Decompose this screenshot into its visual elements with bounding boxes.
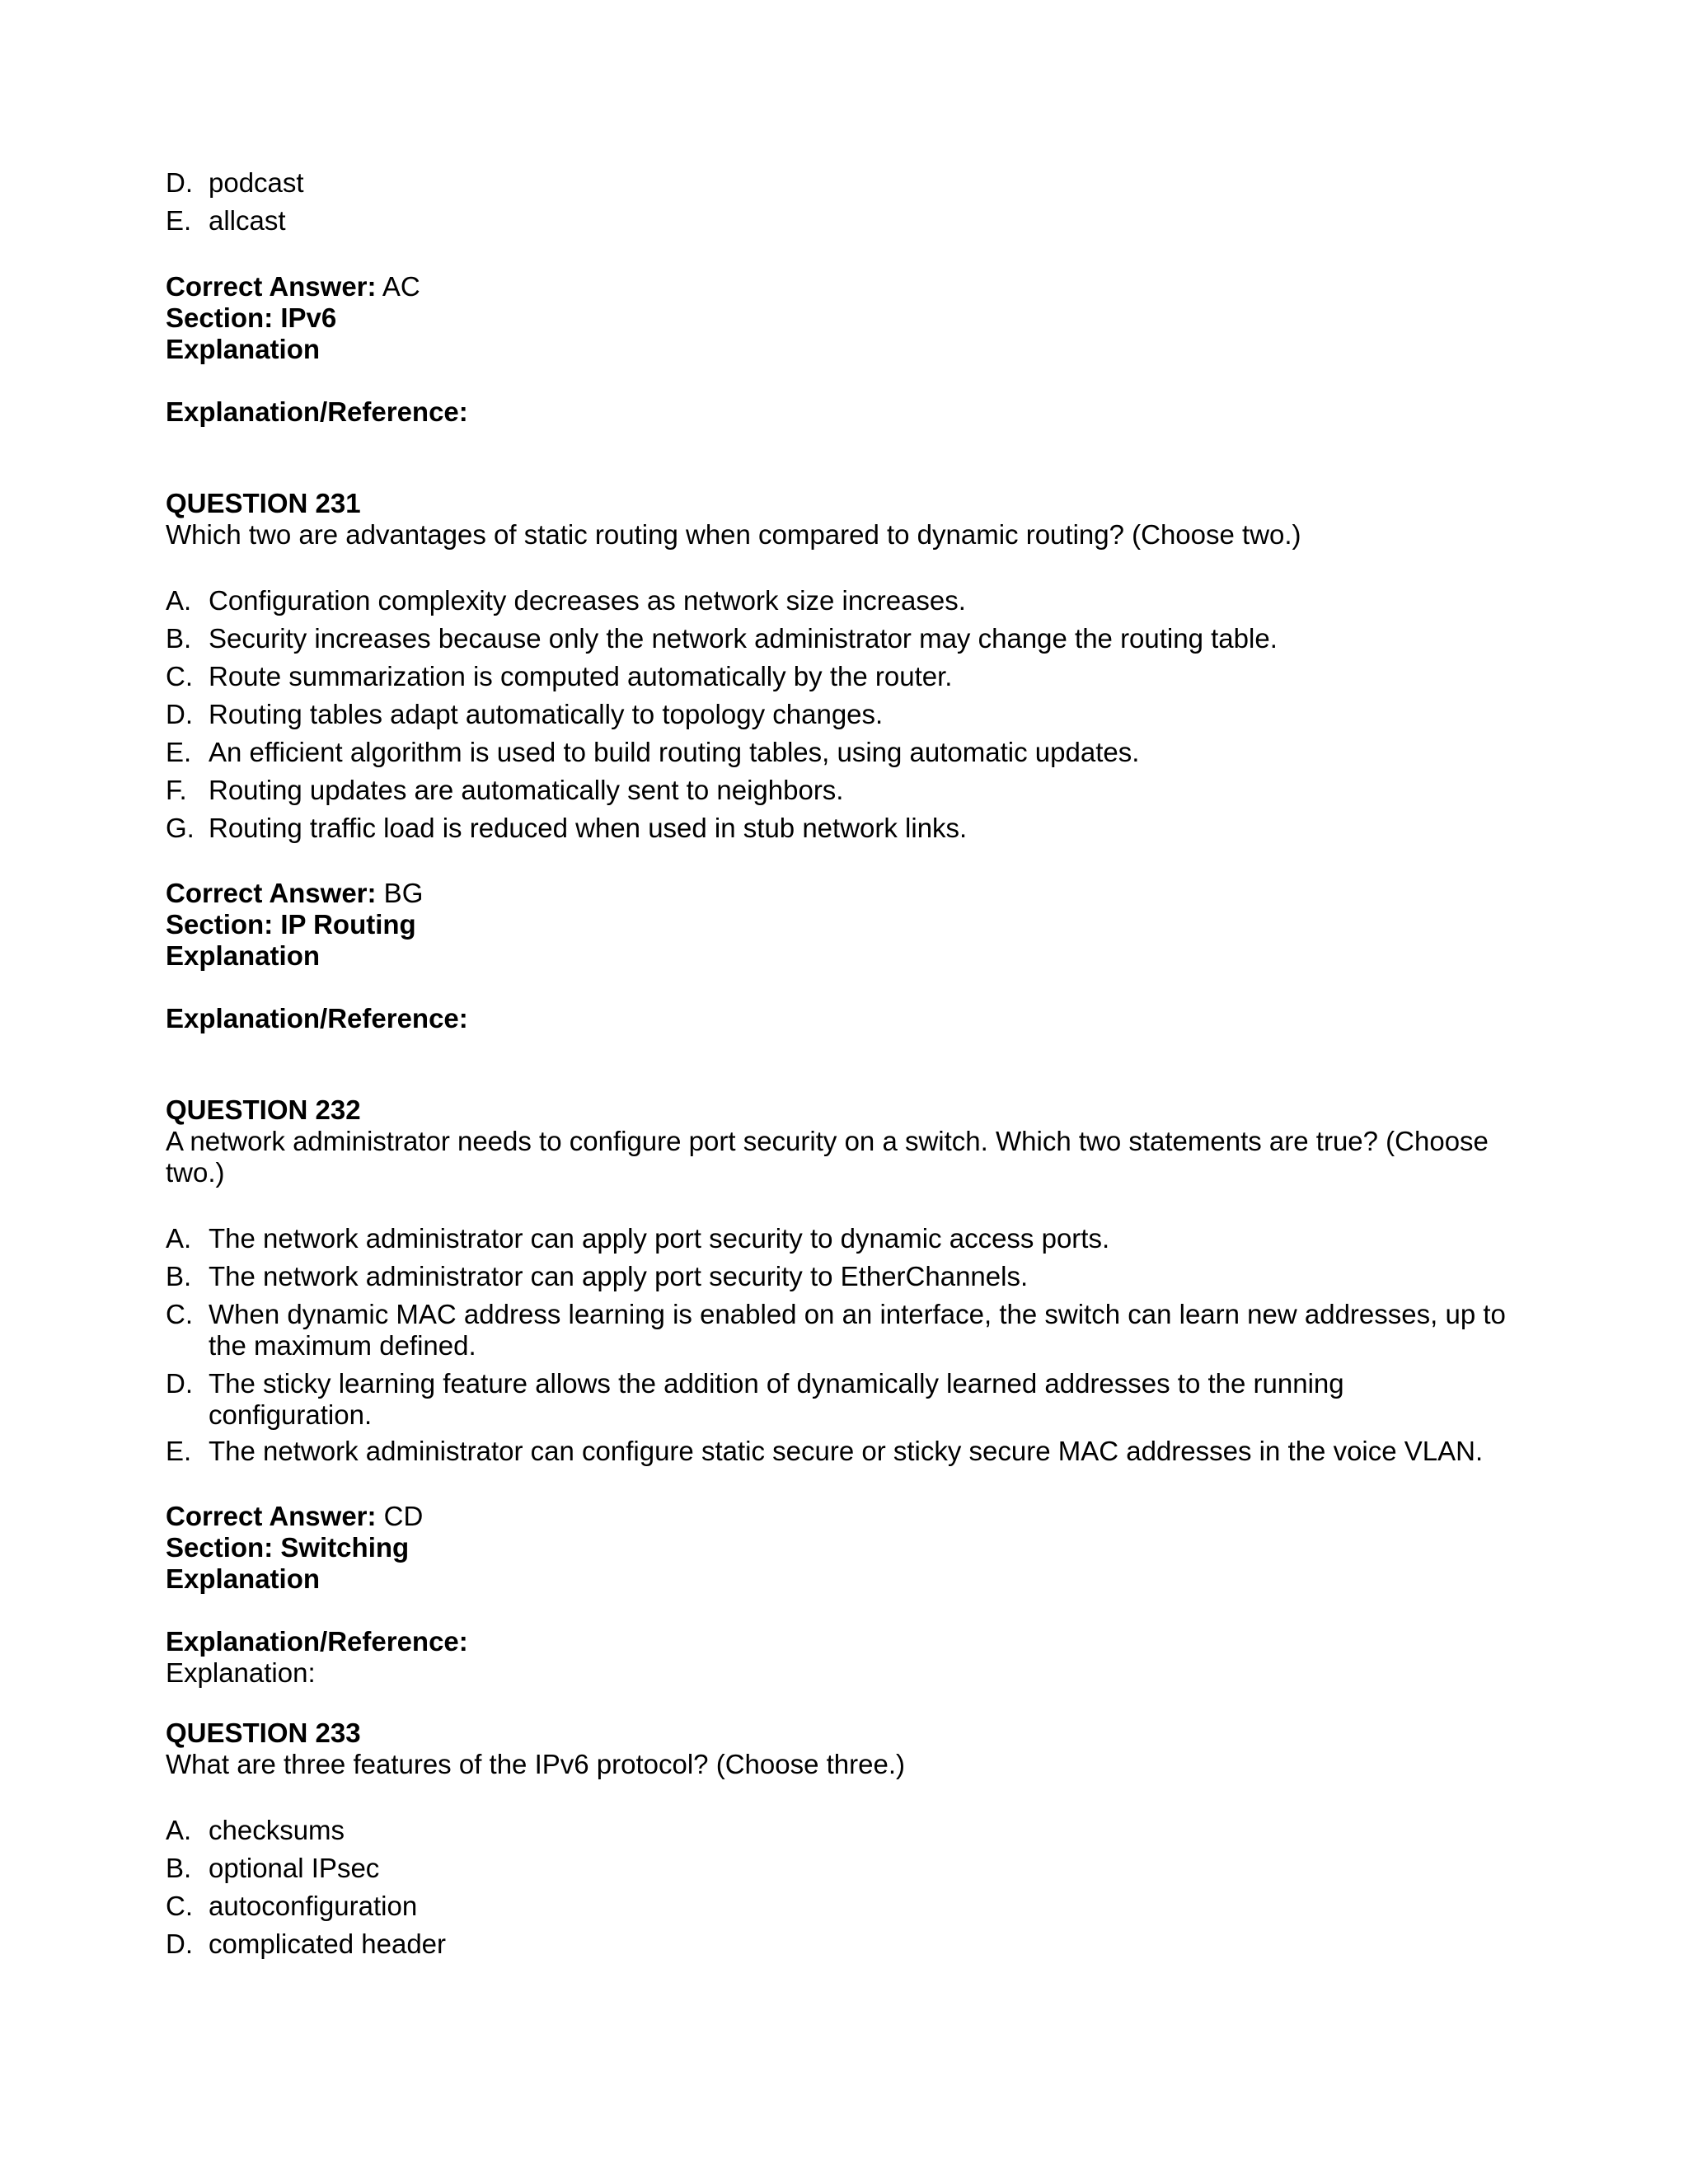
option-text: Routing traffic load is reduced when used in stub network links. bbox=[209, 813, 968, 843]
question-text: What are three features of the IPv6 protocol? (Choose three.) bbox=[166, 1749, 905, 1779]
reference-heading: Explanation/Reference: bbox=[166, 1626, 468, 1657]
option-d bbox=[166, 699, 1534, 730]
question-title: QUESTION 232 bbox=[166, 1094, 361, 1125]
option-e bbox=[166, 205, 1534, 237]
option-text: The network administrator can apply port security to dynamic access ports. bbox=[209, 1223, 1110, 1254]
option-text: Routing updates are automatically sent to neighbors. bbox=[209, 775, 844, 805]
option-text: optional IPsec bbox=[209, 1853, 380, 1883]
option-c bbox=[166, 661, 1534, 692]
option-d bbox=[166, 1929, 1534, 1960]
explanation-heading: Explanation bbox=[166, 1563, 321, 1594]
option-letter: E. bbox=[166, 205, 192, 236]
option-letter: F. bbox=[166, 775, 187, 805]
explanation-heading: Explanation bbox=[166, 940, 321, 971]
option-letter: C. bbox=[166, 661, 193, 691]
option-e bbox=[166, 1436, 1534, 1467]
option-text: checksums bbox=[209, 1815, 345, 1845]
option-text: An efficient algorithm is used to build routing tables, using automatic updates. bbox=[209, 737, 1140, 767]
correct-answer-label: Correct Answer: bbox=[166, 878, 377, 908]
option-text: Security increases because only the network administrator may change the routing table. bbox=[209, 623, 1278, 654]
option-letter: G. bbox=[166, 813, 195, 843]
option-letter: E. bbox=[166, 1436, 192, 1466]
option-letter: A. bbox=[166, 1223, 192, 1254]
option-c bbox=[166, 1299, 1534, 1361]
option-text: complicated header bbox=[209, 1929, 447, 1959]
option-text: The network administrator can configure static secure or sticky secure MAC addresses in the voice VLAN. bbox=[209, 1436, 1484, 1466]
option-b bbox=[166, 1853, 1534, 1884]
correct-answer-label: Correct Answer: bbox=[166, 1501, 377, 1531]
correct-answer-value: AC bbox=[376, 271, 420, 302]
option-text: Routing tables adapt automatically to topology changes. bbox=[209, 699, 884, 729]
correct-answer-value: CD bbox=[376, 1501, 424, 1531]
reference-heading: Explanation/Reference: bbox=[166, 396, 468, 427]
option-letter: E. bbox=[166, 737, 192, 767]
reference-body: Explanation: bbox=[166, 1657, 316, 1688]
correct-answer bbox=[166, 1501, 423, 1532]
option-e bbox=[166, 737, 1534, 768]
question-text: Which two are advantages of static routing when compared to dynamic routing? (Choose two.) bbox=[166, 519, 1301, 550]
section-label: Section: IP Routing bbox=[166, 909, 416, 940]
option-text: autoconfiguration bbox=[209, 1891, 418, 1921]
option-letter: A. bbox=[166, 585, 192, 616]
question-title: QUESTION 231 bbox=[166, 488, 361, 518]
reference-heading: Explanation/Reference: bbox=[166, 1003, 468, 1033]
option-letter: D. bbox=[166, 1929, 193, 1959]
option-f bbox=[166, 775, 1534, 806]
option-text: When dynamic MAC address learning is enabled on an interface, the switch can learn new addresses, up to the maximum defined. bbox=[209, 1299, 1506, 1361]
option-g bbox=[166, 813, 1534, 844]
question-text-content: A network administrator needs to configure port security on a switch. Which two statements are true? (Choose two.) bbox=[166, 1126, 1489, 1188]
option-c bbox=[166, 1891, 1534, 1922]
explanation-heading: Explanation bbox=[166, 334, 321, 364]
option-b bbox=[166, 1261, 1534, 1292]
option-letter: B. bbox=[166, 623, 192, 654]
section-label: Section: IPv6 bbox=[166, 302, 337, 333]
option-text: The sticky learning feature allows the addition of dynamically learned addresses to the running configuration. bbox=[209, 1368, 1344, 1430]
option-letter: C. bbox=[166, 1299, 193, 1329]
correct-answer bbox=[166, 271, 420, 302]
option-text: allcast bbox=[209, 205, 286, 236]
option-letter: A. bbox=[166, 1815, 192, 1845]
option-d bbox=[166, 167, 1534, 199]
option-letter: D. bbox=[166, 1368, 193, 1399]
option-text: podcast bbox=[209, 167, 304, 198]
option-d bbox=[166, 1368, 1534, 1431]
option-letter: B. bbox=[166, 1261, 192, 1291]
option-text: Configuration complexity decreases as network size increases. bbox=[209, 585, 966, 616]
correct-answer bbox=[166, 878, 423, 909]
option-a bbox=[166, 585, 1534, 616]
option-letter: B. bbox=[166, 1853, 192, 1883]
option-a bbox=[166, 1223, 1534, 1254]
option-b bbox=[166, 623, 1534, 654]
option-letter: C. bbox=[166, 1891, 193, 1921]
option-a bbox=[166, 1815, 1534, 1846]
option-letter: D. bbox=[166, 167, 193, 198]
correct-answer-label: Correct Answer: bbox=[166, 271, 377, 302]
correct-answer-value: BG bbox=[376, 878, 424, 908]
question-text bbox=[166, 1126, 1517, 1188]
section-label: Section: Switching bbox=[166, 1532, 410, 1563]
option-text: Route summarization is computed automatically by the router. bbox=[209, 661, 953, 691]
question-title: QUESTION 233 bbox=[166, 1718, 361, 1748]
option-text: The network administrator can apply port security to EtherChannels. bbox=[209, 1261, 1029, 1291]
option-letter: D. bbox=[166, 699, 193, 729]
